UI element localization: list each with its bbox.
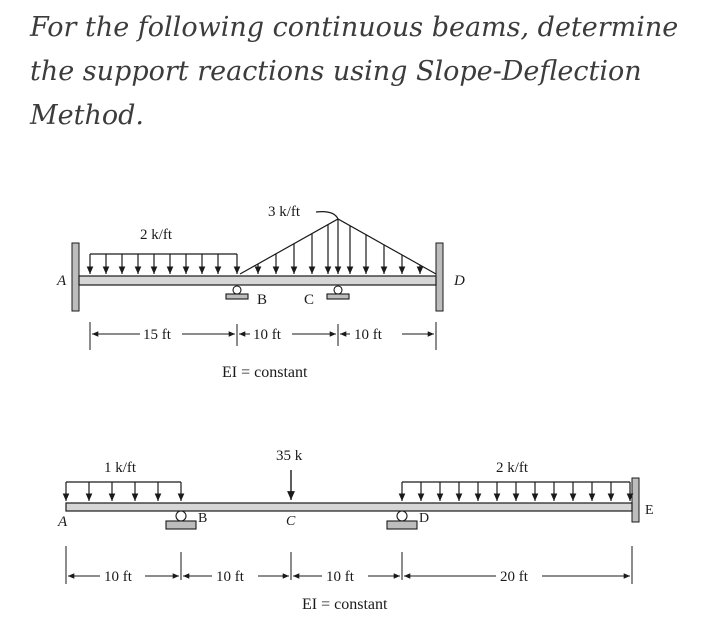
label-support-a: A (57, 273, 67, 289)
question-line-2: the support reactions using Slope-Deflection (30, 56, 642, 87)
beam-1-member (79, 276, 436, 285)
fixed-support-a-wall (72, 243, 79, 311)
label-load-1kft: 1 k/ft (104, 460, 137, 476)
uniform-load-1kft (66, 482, 181, 501)
label-load-3kft: 3 k/ft (268, 204, 301, 220)
label-support-b: B (257, 292, 268, 308)
label-span2-cd: 10 ft (326, 569, 354, 585)
label-span2-ab: 10 ft (104, 569, 132, 585)
fixed-support-d-wall (436, 243, 443, 311)
label-support-d2: D (419, 511, 430, 526)
label-span2-de: 20 ft (500, 569, 528, 585)
label-load-2kft: 2 k/ft (140, 227, 173, 243)
roller-support-c (327, 286, 349, 299)
label-span-bc-10ft: 10 ft (253, 327, 281, 343)
beam-2-member (66, 503, 632, 511)
label-support-c2: C (286, 514, 296, 529)
label-support-a2: A (58, 514, 68, 530)
label-support-c: C (304, 292, 315, 308)
question-line-1: For the following continuous beams, determine (30, 12, 679, 43)
label-span-15ft: 15 ft (143, 327, 171, 343)
triangular-load-3kft (240, 212, 436, 274)
uniform-load-2kft-right (402, 482, 630, 501)
label-ei-constant-2: EI = constant (302, 596, 388, 613)
roller-support-d2 (387, 511, 417, 529)
label-span2-bc: 10 ft (216, 569, 244, 585)
label-support-b2: B (198, 511, 208, 526)
label-support-e2: E (645, 503, 654, 518)
question-line-3: Method. (30, 100, 144, 131)
beam-1 (56, 204, 465, 381)
beam-2 (57, 448, 654, 613)
roller-support-b2 (166, 511, 196, 529)
label-load-2kft-right: 2 k/ft (496, 460, 529, 476)
label-point-load-35k: 35 k (276, 448, 303, 464)
fixed-support-e-wall (632, 478, 639, 522)
label-support-d: D (454, 273, 465, 289)
label-span-cd-10ft: 10 ft (354, 327, 382, 343)
uniform-load-2kft (90, 254, 237, 274)
label-ei-constant-1: EI = constant (222, 364, 308, 381)
roller-support-b (226, 286, 248, 299)
